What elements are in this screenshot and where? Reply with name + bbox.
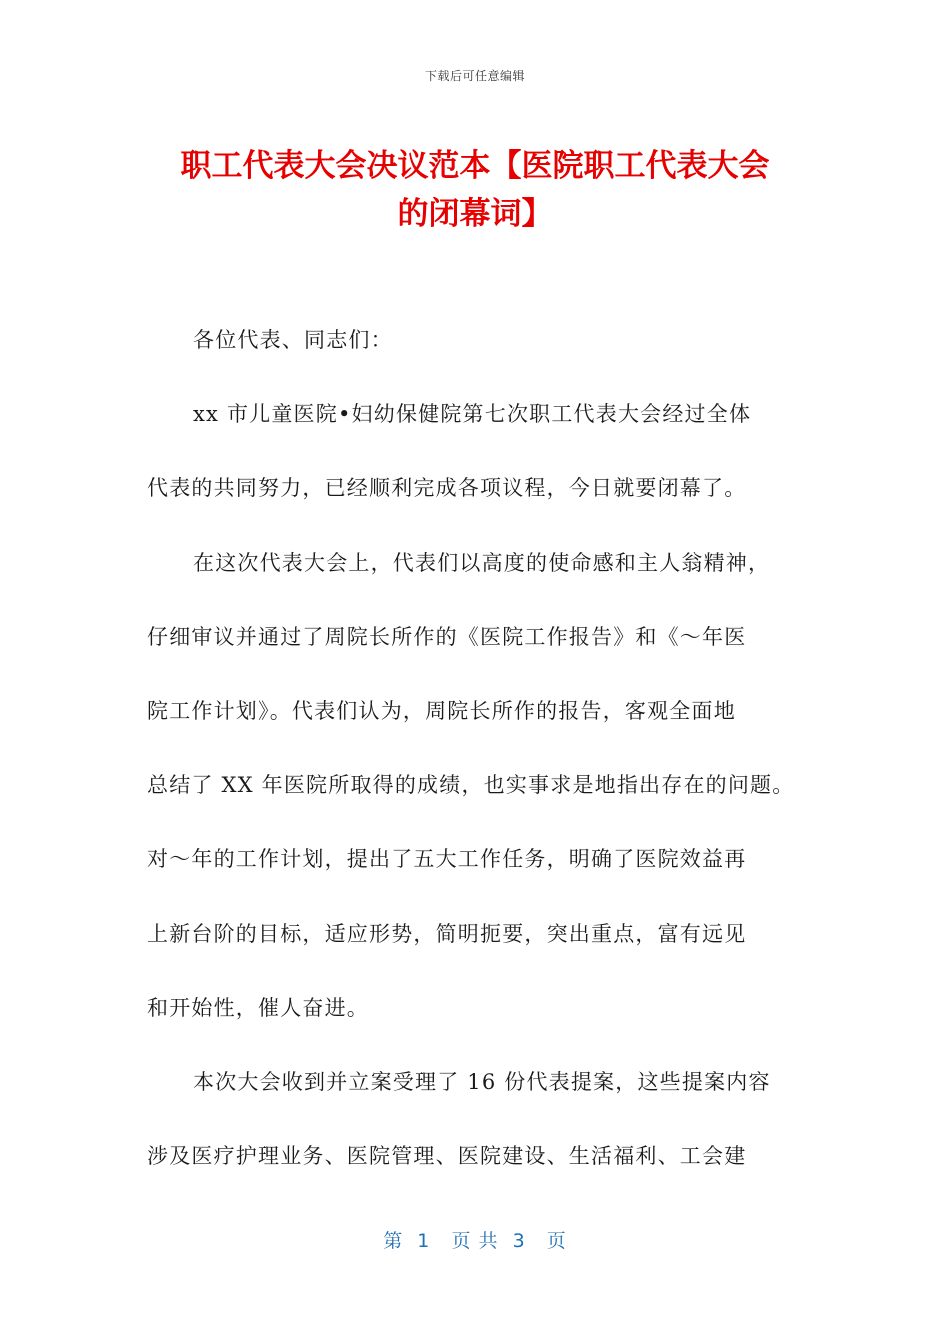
title-line-1: 职工代表大会决议范本【医院职工代表大会 [180, 148, 770, 184]
paragraph-line: 对～年的工作计划，提出了五大工作任务，明确了医院效益再 [147, 847, 747, 872]
paragraph-line: 和开始性，催人奋进。 [147, 995, 369, 1020]
paragraph-line: xx 市儿童医院•妇幼保健院第七次职工代表大会经过全体 [193, 402, 752, 427]
paragraph-line: 代表的共同努力，已经顺利完成各项议程，今日就要闭幕了。 [147, 476, 747, 501]
paragraph-line: 上新台阶的目标，适应形势，简明扼要，突出重点，富有远见 [147, 921, 747, 946]
paragraph-line: 仔细审议并通过了周院长所作的《医院工作报告》和《～年医 [147, 624, 747, 649]
document-title [100, 142, 850, 238]
header-note: 下载后可任意编辑 [424, 69, 525, 83]
document-body [147, 322, 812, 1212]
paragraph-line: 在这次代表大会上，代表们以高度的使命感和主人翁精神， [193, 550, 771, 575]
paragraph-line: 涉及医疗护理业务、医院管理、医院建设、生活福利、工会建 [147, 1144, 747, 1169]
page-number-footer: 第 1 页 共 3 页 [383, 1230, 567, 1252]
paragraph-line: 总结了 XX 年医院所取得的成绩，也实事求是地指出存在的问题。 [147, 773, 795, 798]
paragraph-line: 本次大会收到并立案受理了 16 份代表提案，这些提案内容 [193, 1069, 771, 1094]
salutation-line: 各位代表、同志们： [193, 328, 393, 352]
paragraph-line: 院工作计划》。代表们认为，周院长所作的报告，客观全面地 [147, 698, 736, 723]
title-line-2: 的闭幕词】 [397, 196, 553, 232]
